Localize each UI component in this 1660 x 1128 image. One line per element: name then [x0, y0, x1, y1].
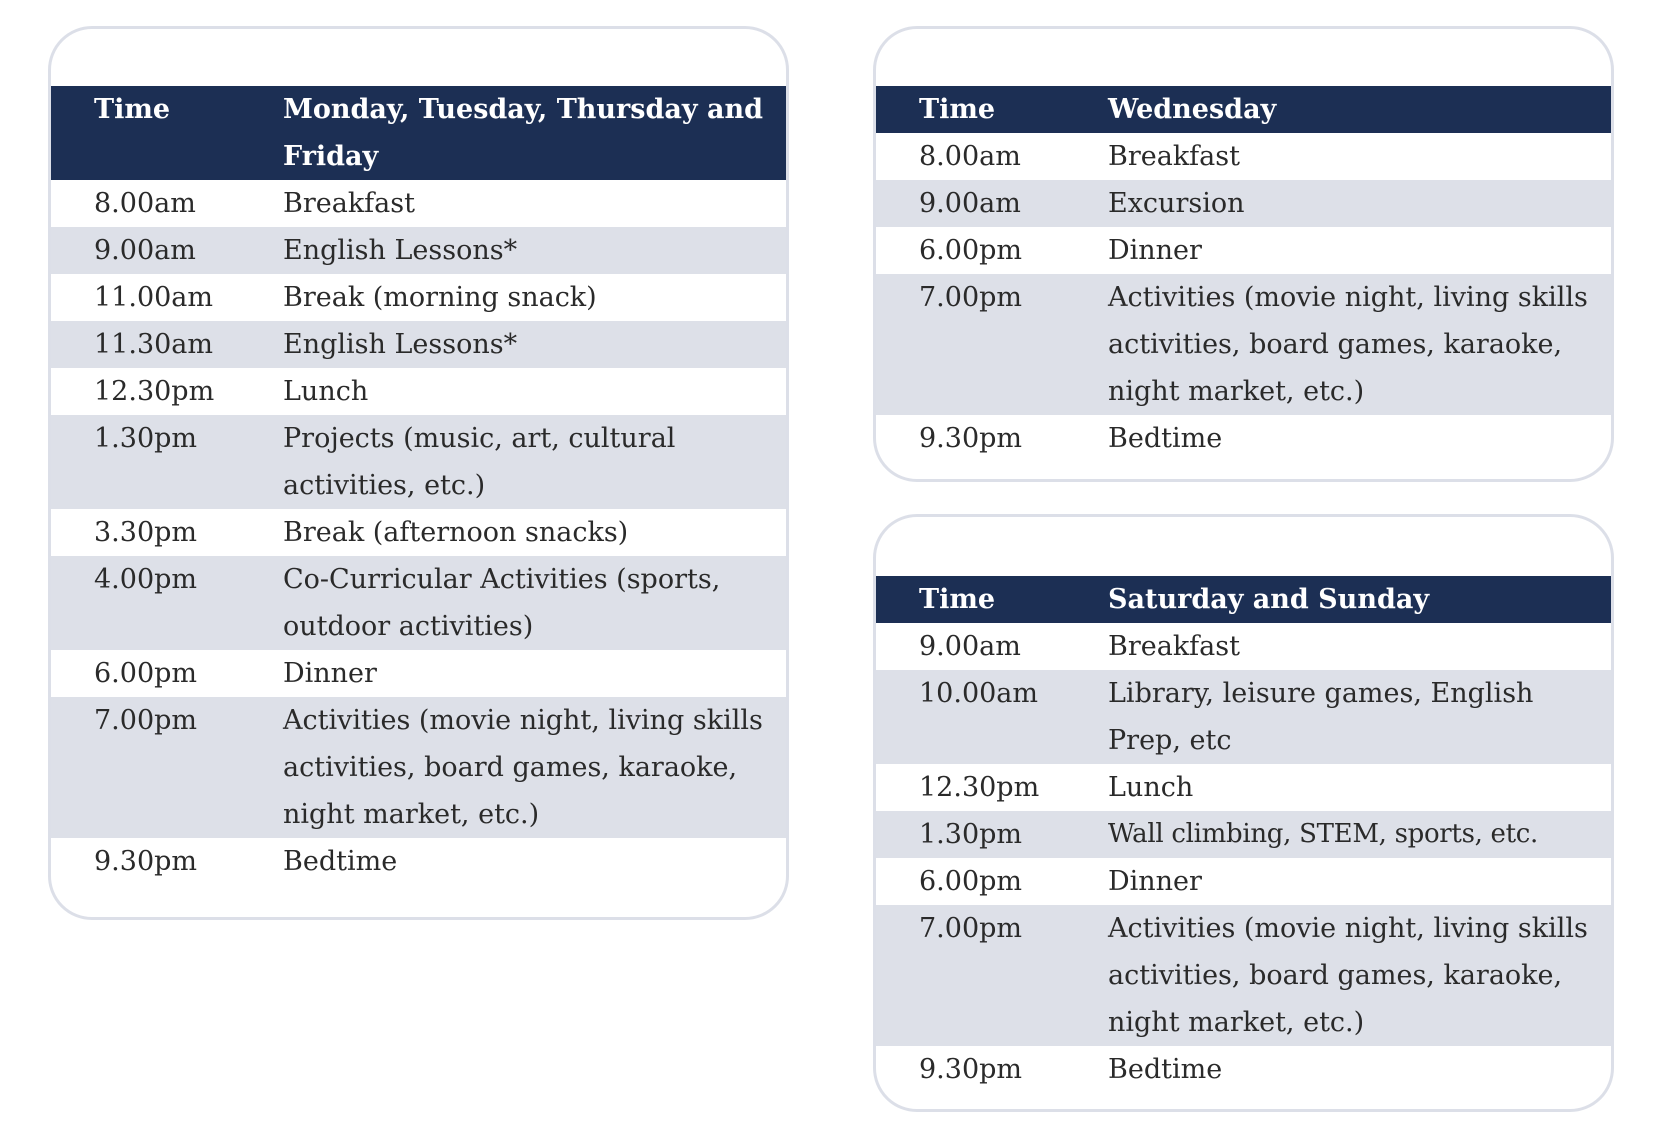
row-activity: Co-Curricular Activities (sports, outdoor activities) [283, 556, 786, 650]
table-row [51, 650, 786, 697]
row-activity: Break (afternoon snacks) [283, 517, 629, 548]
time-column-header: Time [876, 576, 1108, 623]
row-time: 3.30pm [94, 517, 198, 548]
table-row [876, 670, 1611, 764]
table-header-row [51, 86, 786, 180]
row-activity: Breakfast [283, 188, 415, 219]
table-row [876, 623, 1611, 670]
table-row [51, 274, 786, 321]
table-row [51, 509, 786, 556]
table-row [876, 274, 1611, 415]
row-time: 9.30pm [94, 846, 198, 877]
table-row [51, 556, 786, 650]
table-header-row [876, 576, 1611, 623]
row-time: 8.00am [919, 141, 1021, 172]
row-activity: Activities (movie night, living skills activities, board games, karaoke, night market, etc.) [1108, 905, 1611, 1046]
row-time: 9.00am [51, 227, 283, 274]
row-activity: Breakfast [1108, 631, 1240, 662]
table-row [51, 838, 786, 885]
row-activity: Dinner [283, 658, 377, 689]
row-activity: Bedtime [283, 846, 398, 877]
row-time: 7.00pm [876, 905, 1108, 1046]
table-row [51, 415, 786, 509]
row-time: 1.30pm [876, 811, 1108, 858]
row-time: 4.00pm [51, 556, 283, 650]
row-activity: Wall climbing, STEM, sports, etc. [1108, 811, 1611, 858]
table-row [51, 321, 786, 368]
row-activity: Bedtime [1108, 423, 1223, 454]
day-column-header: Saturday and Sunday [1108, 576, 1611, 623]
day-column-header: Monday, Tuesday, Thursday and Friday [283, 86, 786, 180]
row-time: 6.00pm [919, 866, 1023, 897]
row-time: 9.30pm [919, 1054, 1023, 1085]
row-time: 12.30pm [919, 772, 1040, 803]
row-activity: Breakfast [1108, 141, 1240, 172]
row-activity: Library, leisure games, English Prep, etc [1108, 670, 1611, 764]
row-time: 7.00pm [51, 697, 283, 838]
row-time: 7.00pm [876, 274, 1108, 415]
row-time: 6.00pm [94, 658, 198, 689]
row-activity: Activities (movie night, living skills activities, board games, karaoke, night market, etc.) [1108, 274, 1611, 415]
table-row [876, 180, 1611, 227]
table-row [876, 764, 1611, 811]
row-time: 12.30pm [94, 376, 215, 407]
weekday-schedule-table [51, 86, 786, 885]
row-time: 9.00am [919, 631, 1021, 662]
table-row [876, 133, 1611, 180]
row-activity: Bedtime [1108, 1054, 1223, 1085]
row-activity: Excursion [1108, 180, 1611, 227]
row-activity: Break (morning snack) [283, 282, 597, 313]
table-row [876, 1046, 1611, 1093]
weekend-schedule-card [873, 514, 1614, 1112]
row-time: 6.00pm [919, 235, 1023, 266]
row-activity: English Lessons* [283, 321, 786, 368]
table-row [876, 811, 1611, 858]
row-activity: Dinner [1108, 866, 1202, 897]
time-column-header: Time [51, 86, 283, 180]
table-row [876, 415, 1611, 462]
table-row [876, 905, 1611, 1046]
weekday-schedule-card [48, 26, 789, 920]
row-time: 9.30pm [919, 423, 1023, 454]
row-time: 1.30pm [51, 415, 283, 509]
row-time: 11.30am [51, 321, 283, 368]
row-time: 9.00am [876, 180, 1108, 227]
row-activity: English Lessons* [283, 227, 786, 274]
table-row [51, 697, 786, 838]
row-activity: Dinner [1108, 235, 1202, 266]
row-activity: Lunch [1108, 772, 1194, 803]
table-row [876, 858, 1611, 905]
table-row [51, 368, 786, 415]
table-header-row [876, 86, 1611, 133]
table-row [51, 227, 786, 274]
table-row [876, 227, 1611, 274]
row-activity: Activities (movie night, living skills activities, board games, karaoke, night market, etc.) [283, 697, 786, 838]
row-time: 8.00am [94, 188, 196, 219]
row-activity: Lunch [283, 376, 369, 407]
table-row [51, 180, 786, 227]
row-time: 11.00am [94, 282, 213, 313]
wednesday-schedule-table [876, 86, 1611, 462]
row-activity: Projects (music, art, cultural activities, etc.) [283, 415, 786, 509]
row-time: 10.00am [876, 670, 1108, 764]
time-column-header: Time [876, 86, 1108, 133]
weekend-schedule-table [876, 576, 1611, 1093]
wednesday-schedule-card [873, 26, 1614, 482]
day-column-header: Wednesday [1108, 86, 1611, 133]
